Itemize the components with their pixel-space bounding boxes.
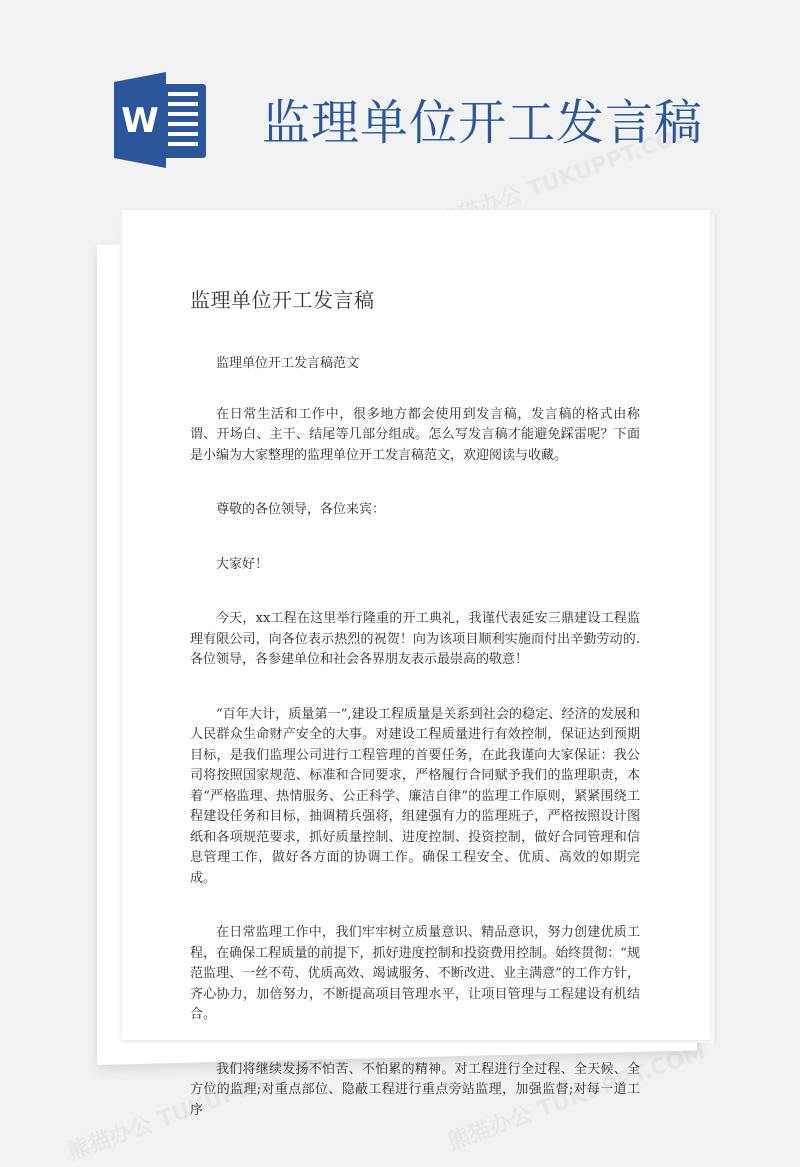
paragraph-opening: 今天，xx工程在这里举行隆重的开工典礼，我谨代表延安三鼎建设工程监理有限公司，向各位表示热烈的祝贺！向为该项目顺利实施而付出辛勤劳动的.各位领导，各参建单位和社会各界朋友表示最崇高的敬意！ (190, 611, 640, 667)
paragraph-subtitle: 监理单位开工发言稿范文 (216, 356, 360, 371)
header-banner (0, 0, 800, 200)
paragraph-quality: “百年大计，质量第一”,建设工程质量是关系到社会的稳定、经济的发展和人民群众生命财产安全的大事。对建设工程质量进行有效控制，保证达到预期目标，是我们监理公司进行工程管理的首要任务，在此我谨向大家保证：我公司将按照国家规范、标准和合同要求，严格履行合同赋予我们的监理职责，本着“严格监理、热情服务、公正科学、廉洁自律”的监理工作原则，紧紧围绕工程建设任务和目标，抽调精兵强将，组建强有力的监理班子，严格按照设计图纸和各项规范要求，抓好质量控制、进度控制、投资控制，做好合同管理和信息管理工作，做好各方面的协调工作。确保工程安全、优质、高效的如期完成。 (190, 706, 640, 886)
word-document-icon (110, 70, 210, 170)
paragraph-salutation: 尊敬的各位领导，各位来宾： (216, 502, 386, 517)
banner-title: 监理单位开工发言稿 (262, 95, 704, 151)
paragraph-intro: 在日常生活和工作中，很多地方都会使用到发言稿，发言稿的格式由称谓、开场白、主干、结尾等几部分组成。怎么写发言稿才能避免踩雷呢？下面是小编为大家整理的监理单位开工发言稿范文，欢迎阅读与收藏。 (190, 406, 640, 463)
paragraph-commitment: 我们将继续发扬不怕苦、不怕累的精神。对工程进行全过程、全天候、全方位的监理;对重点部位、隐蔽工程进行重点旁站监理，加强监督;对每一道工序 (190, 1061, 640, 1118)
svg-text:W: W (121, 101, 159, 141)
paragraph-daily-work: 在日常监理工作中，我们牢牢树立质量意识、精品意识，努力创建优质工程，在确保工程质量的前提下，抓好进度控制和投资费用控制。始终贯彻：“规范监理、一丝不苟、优质高效、竭诚服务、不断改进、业主满意”的工作方针，齐心协力，加倍努力，不断提高项目管理水平，让项目管理与工程建设有机结合。 (190, 925, 640, 1022)
paragraph-greeting: 大家好！ (216, 556, 269, 572)
document-title: 监理单位开工发言稿 (190, 288, 375, 312)
document-page (122, 210, 710, 1118)
document-body (190, 354, 640, 1121)
